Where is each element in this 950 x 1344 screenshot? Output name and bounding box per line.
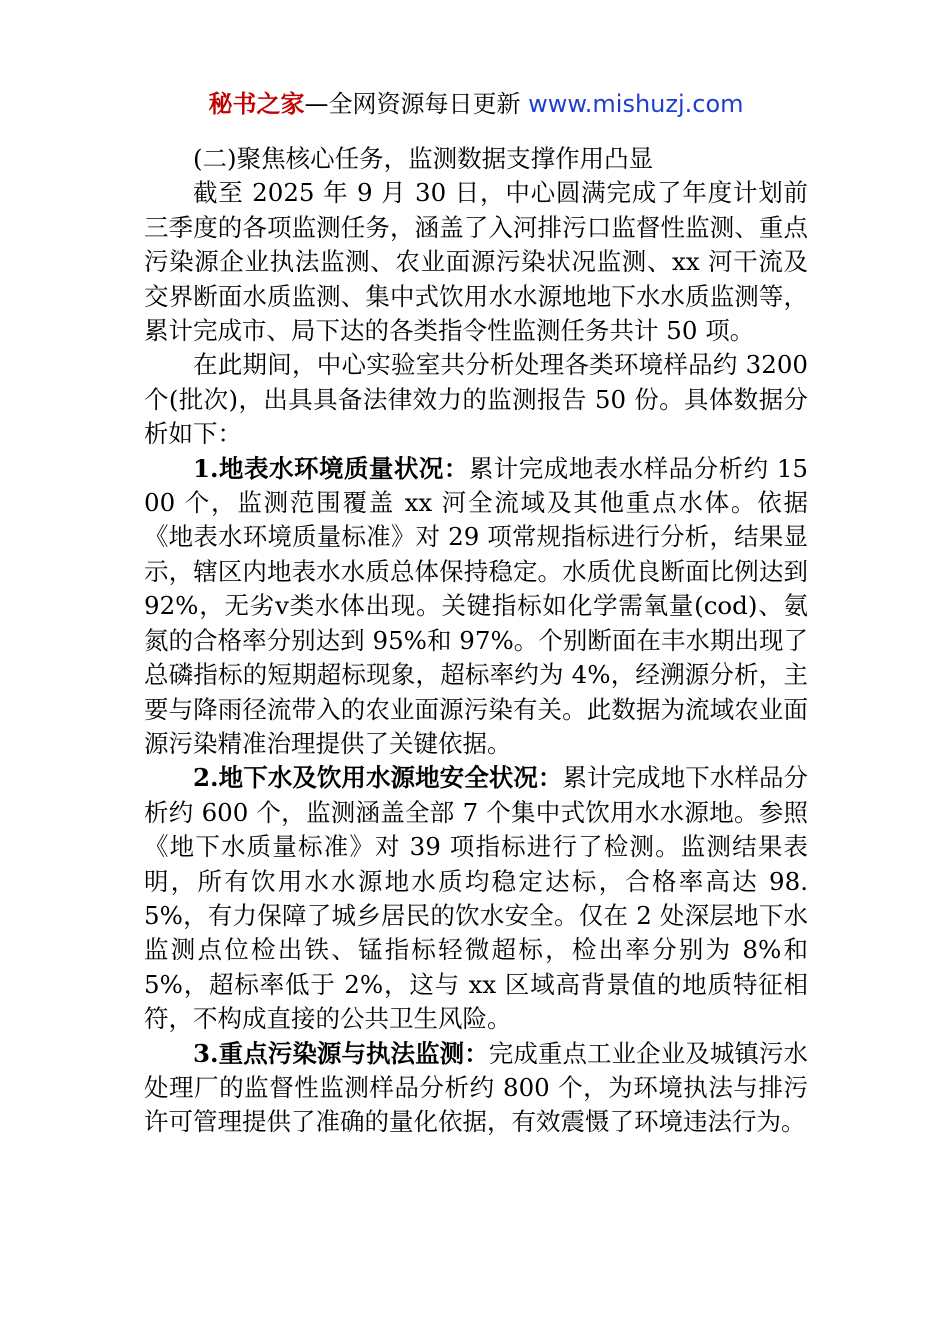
item-surface-water-text: 累计完成地表水样品分析约 1500 个，监测范围覆盖 xx 河全流域及其他重点水体。依据《地表水环境质量标准》对 29 项常规指标进行分析，结果显示，辖区内地表水水质总体保持稳定。水质优良断面比例达到 92%，无劣ⅴ类水体出现。关键指标如化学需氧量(cod)、氨氮的合格率分别达到 95%和 97%。个别断面在丰水期出现了总磷指标的短期超标现象，超标率约为 4%，经溯源分析，主要与降雨径流带入的农业面源污染有关。此数据为流域农业面源污染精准治理提供了关键依据。	[144, 453, 808, 758]
site-tagline: —全网资源每日更新	[304, 90, 521, 118]
item-groundwater-lead: 2.地下水及饮用水源地安全状况：	[193, 763, 563, 793]
document-body	[144, 142, 808, 1140]
item-pollution-source-text: 完成重点工业企业及城镇污水处理厂的监督性监测样品分析约 800 个，为环境执法与排污许可管理提供了准确的量化依据，有效震慑了环境违法行为。	[144, 1038, 809, 1137]
site-brand: 秘书之家	[208, 90, 305, 118]
item-surface-water-lead: 1.地表水环境质量状况：	[193, 453, 469, 483]
item-pollution-source	[144, 1037, 808, 1140]
paragraph-samples: 在此期间，中心实验室共分析处理各类环境样品约 3200 个(批次)，出具具备法律效力的监测报告 50 份。具体数据分析如下：	[144, 350, 808, 449]
item-groundwater	[144, 761, 808, 1036]
site-url-link[interactable]: www.mishuzj.com	[528, 90, 744, 118]
site-header	[144, 86, 808, 122]
document-page	[144, 86, 808, 1140]
paragraph-summary: 截至 2025 年 9 月 30 日，中心圆满完成了年度计划前三季度的各项监测任务，涵盖了入河排污口监督性监测、重点污染源企业执法监测、农业面源污染状况监测、xx 河干流及交界断面水质监测、集中式饮用水水源地地下水水质监测等，累计完成市、局下达的各类指令性监测任务共计 50 项。	[144, 178, 808, 346]
section-heading: (二)聚焦核心任务，监测数据支撑作用凸显	[193, 144, 654, 173]
item-pollution-source-lead: 3.重点污染源与执法监测：	[193, 1038, 489, 1068]
item-groundwater-text: 累计完成地下水样品分析约 600 个，监测涵盖全部 7 个集中式饮用水水源地。参照《地下水质量标准》对 39 项指标进行了检测。监测结果表明，所有饮用水水源地水质均稳定达标，合格率高达 98.5%，有力保障了城乡居民的饮水安全。仅在 2 处深层地下水监测点位检出铁、锰指标轻微超标，检出率分别为 8%和 5%，超标率低于 2%，这与 xx 区域高背景值的地质特征相符，不构成直接的公共卫生风险。	[144, 763, 809, 1034]
item-surface-water	[144, 452, 808, 762]
